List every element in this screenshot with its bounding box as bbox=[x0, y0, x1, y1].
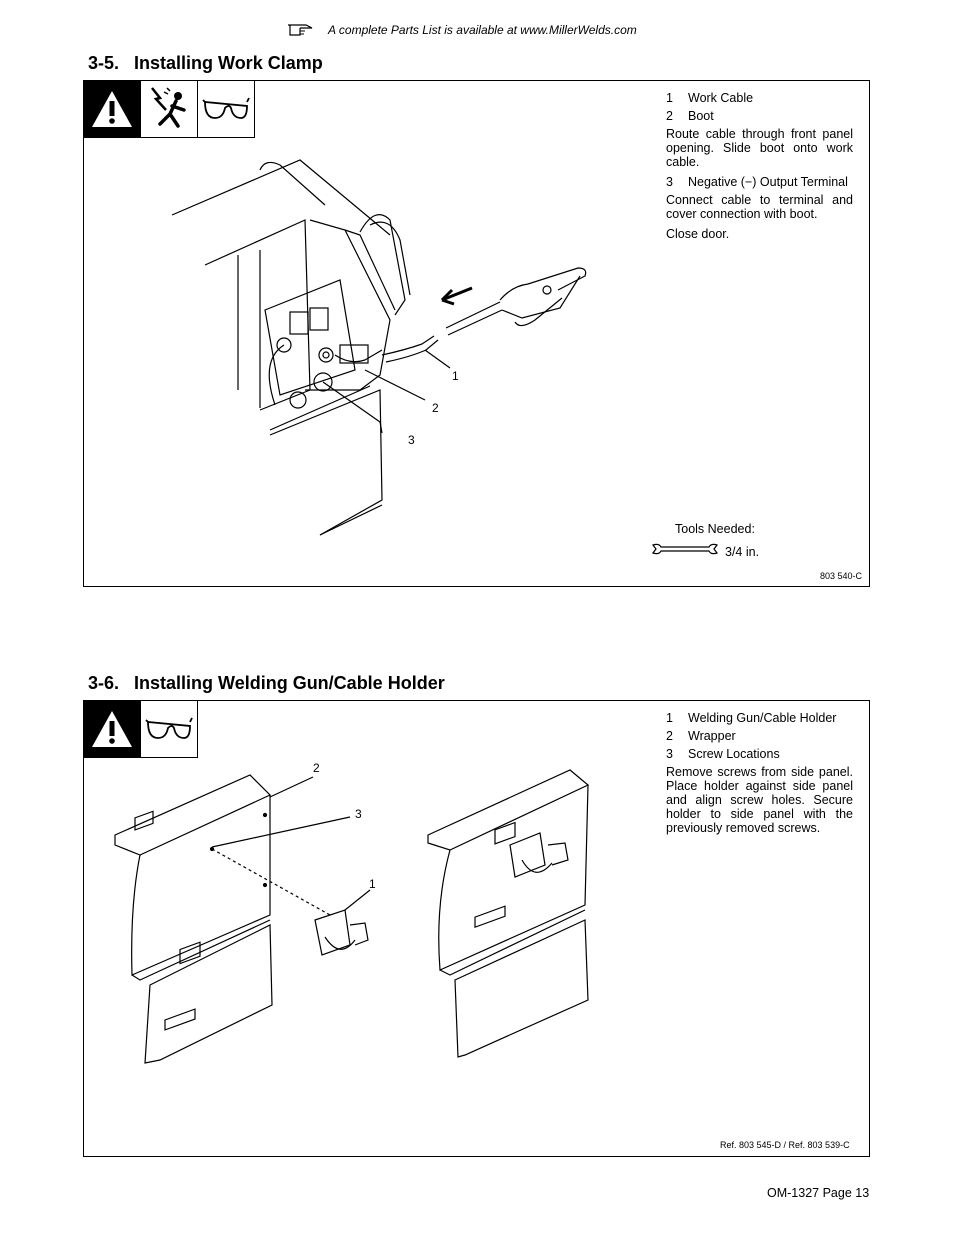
tools-needed-label: Tools Needed: bbox=[675, 522, 755, 536]
ref-number-work-clamp: 803 540-C bbox=[820, 571, 863, 581]
callout-1: 1 bbox=[452, 369, 459, 383]
close-door-text: Close door. bbox=[666, 227, 730, 241]
legend-item-boot: 2 Boot bbox=[666, 109, 714, 123]
section-title-gun-holder: 3-6. Installing Welding Gun/Cable Holder bbox=[88, 673, 445, 693]
legend-item-screw-locations: 3 Screw Locations bbox=[666, 747, 780, 761]
page-number: OM-1327 Page 13 bbox=[767, 1186, 870, 1200]
work-clamp-illustration bbox=[160, 150, 630, 545]
callout-3-screws: 3 bbox=[355, 807, 362, 821]
legend-item-wrapper: 2 Wrapper bbox=[666, 729, 736, 743]
ref-number-gun-holder: Ref. 803 545-D / Ref. 803 539-C bbox=[720, 1140, 850, 1150]
callout-2-wrapper: 2 bbox=[313, 761, 320, 775]
section-title-work-clamp: 3-5. Installing Work Clamp bbox=[88, 53, 323, 73]
warning-triangle-icon bbox=[83, 80, 140, 137]
legend-item-work-cable: 1 Work Cable bbox=[666, 91, 754, 105]
legend-item-gun-holder: 1 Welding Gun/Cable Holder bbox=[666, 711, 837, 725]
safety-glasses-icon bbox=[140, 700, 197, 757]
hazard-icons-gun-holder bbox=[83, 700, 198, 758]
parts-list-note bbox=[286, 20, 686, 40]
callout-3: 3 bbox=[408, 433, 415, 447]
callout-1-holder: 1 bbox=[369, 877, 376, 891]
parts-list-text: A complete Parts List is available at www.MillerWelds.com bbox=[328, 23, 637, 37]
wrench-icon bbox=[651, 542, 721, 556]
hazard-icons-work-clamp bbox=[83, 80, 255, 138]
warning-triangle-icon bbox=[83, 700, 140, 757]
install-holder-text: Remove screws from side panel. Place holder against side panel and align screw holes. Secure holder to side panel with the previously removed screws. bbox=[666, 765, 853, 835]
callout-2: 2 bbox=[432, 401, 439, 415]
route-cable-text: Route cable through front panel opening. Slide boot onto work cable. bbox=[666, 127, 853, 169]
pointing-hand-icon bbox=[286, 22, 314, 38]
safety-glasses-icon bbox=[197, 80, 254, 137]
connect-cable-text: Connect cable to terminal and cover connection with boot. bbox=[666, 193, 853, 221]
work-clamp-legend bbox=[666, 91, 853, 247]
gun-holder-legend bbox=[666, 711, 853, 841]
wrench-size: 3/4 in. bbox=[725, 545, 760, 559]
legend-item-negative-terminal: 3 Negative (−) Output Terminal bbox=[666, 175, 848, 189]
electric-shock-icon bbox=[140, 80, 197, 137]
